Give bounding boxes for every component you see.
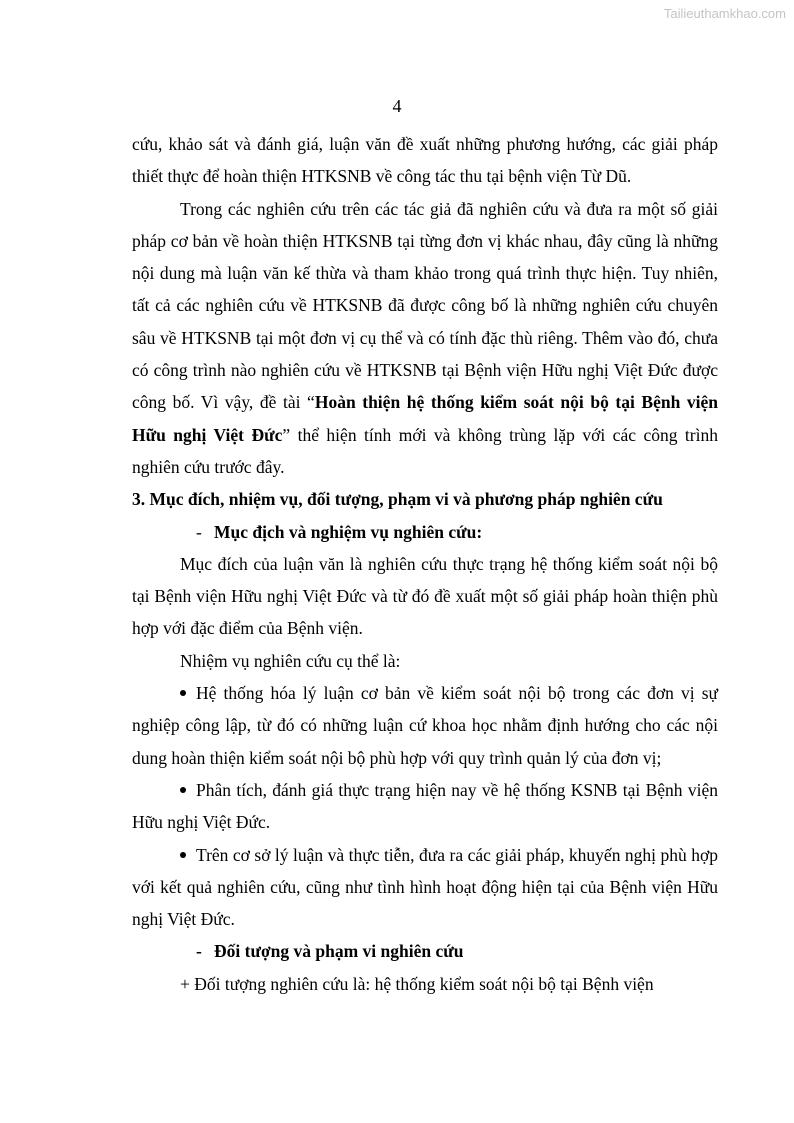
bullet-item (132, 774, 718, 839)
paragraph-3: Mục đích của luận văn là nghiên cứu thực trạng hệ thống kiểm soát nội bộ tại Bệnh viện Hữu nghị Việt Đức và từ đó đề xuất một số giải pháp hoàn thiện phù hợp với đặc điểm của Bệnh viện. (132, 553, 718, 639)
subheading-purpose (132, 516, 718, 548)
section-heading-3: 3. Mục đích, nhiệm vụ, đối tượng, phạm vi và phương pháp nghiên cứu (132, 489, 663, 510)
bullet-icon (180, 852, 186, 858)
paragraph-1: cứu, khảo sát và đánh giá, luận văn đề xuất những phương hướng, các giải pháp thiết thực để hoàn thiện HTKSNB về công tác thu tại bệnh viện Từ Dũ. (132, 134, 718, 187)
bullet-item (132, 677, 718, 774)
document-body (132, 128, 718, 1000)
dash-marker: - (196, 941, 202, 962)
bullet-item-text: Hệ thống hóa lý luận cơ bản về kiểm soát nội bộ trong các đơn vị sự nghiệp công lập, từ đó có những luận cứ khoa học nhằm định hướng cho các nội dung hoàn thiện kiểm soát nội bộ phù hợp với quy trình quản lý của đơn vị; (132, 683, 718, 768)
bullet-item-text: Phân tích, đánh giá thực trạng hiện nay về hệ thống KSNB tại Bệnh viện Hữu nghị Việt Đức. (132, 779, 718, 833)
paragraph-2 (132, 193, 718, 484)
paragraph-5: + Đối tượng nghiên cứu là: hệ thống kiểm soát nội bộ tại Bệnh viện (180, 973, 654, 994)
watermark: Tailieuthamkhao.com (663, 6, 786, 21)
thesis-title: Hoàn thiện hệ thống kiểm soát nội bộ tại Bệnh viện Hữu nghị Việt Đức (132, 392, 719, 445)
subheading-scope (132, 935, 718, 967)
bullet-icon (180, 690, 186, 696)
bullet-item (132, 839, 718, 936)
bullet-item-text: Trên cơ sở lý luận và thực tiễn, đưa ra các giải pháp, khuyến nghị phù hợp với kết quả nghiên cứu, cũng như tình hình hoạt động hiện tại của Bệnh viện Hữu nghị Việt Đức. (132, 844, 718, 930)
paragraph-4: Nhiệm vụ nghiên cứu cụ thể là: (180, 650, 401, 671)
paragraph-2-tail: ” thể hiện tính mới và không trùng lặp với các công trình nghiên cứu trước đây. (132, 424, 718, 477)
page-number: 4 (392, 96, 402, 116)
paragraph-2-text: Trong các nghiên cứu trên các tác giả đã nghiên cứu và đưa ra một số giải pháp cơ bản về hoàn thiện HTKSNB tại từng đơn vị khác nhau, đây cũng là những nội dung mà luận văn kế thừa và tham khảo trong quá trình thực hiện. Tuy nhiên, tất cả các nghiên cứu về HTKSNB đã được công bố là những nghiên cứu chuyên sâu về HTKSNB tại một đơn vị cụ thể và có tính đặc thù riêng. Thêm vào đó, chưa có công trình nào nghiên cứu về HTKSNB tại Bệnh viện Hữu nghị Việt Đức được công bố. Vì vậy, đề tài “ (132, 198, 718, 413)
subheading-purpose-text: Mục địch và nghiệm vụ nghiên cứu: (214, 521, 483, 542)
subheading-scope-text: Đối tượng và phạm vi nghiên cứu (214, 941, 464, 962)
dash-marker: - (196, 521, 202, 542)
bullet-icon (180, 787, 186, 793)
